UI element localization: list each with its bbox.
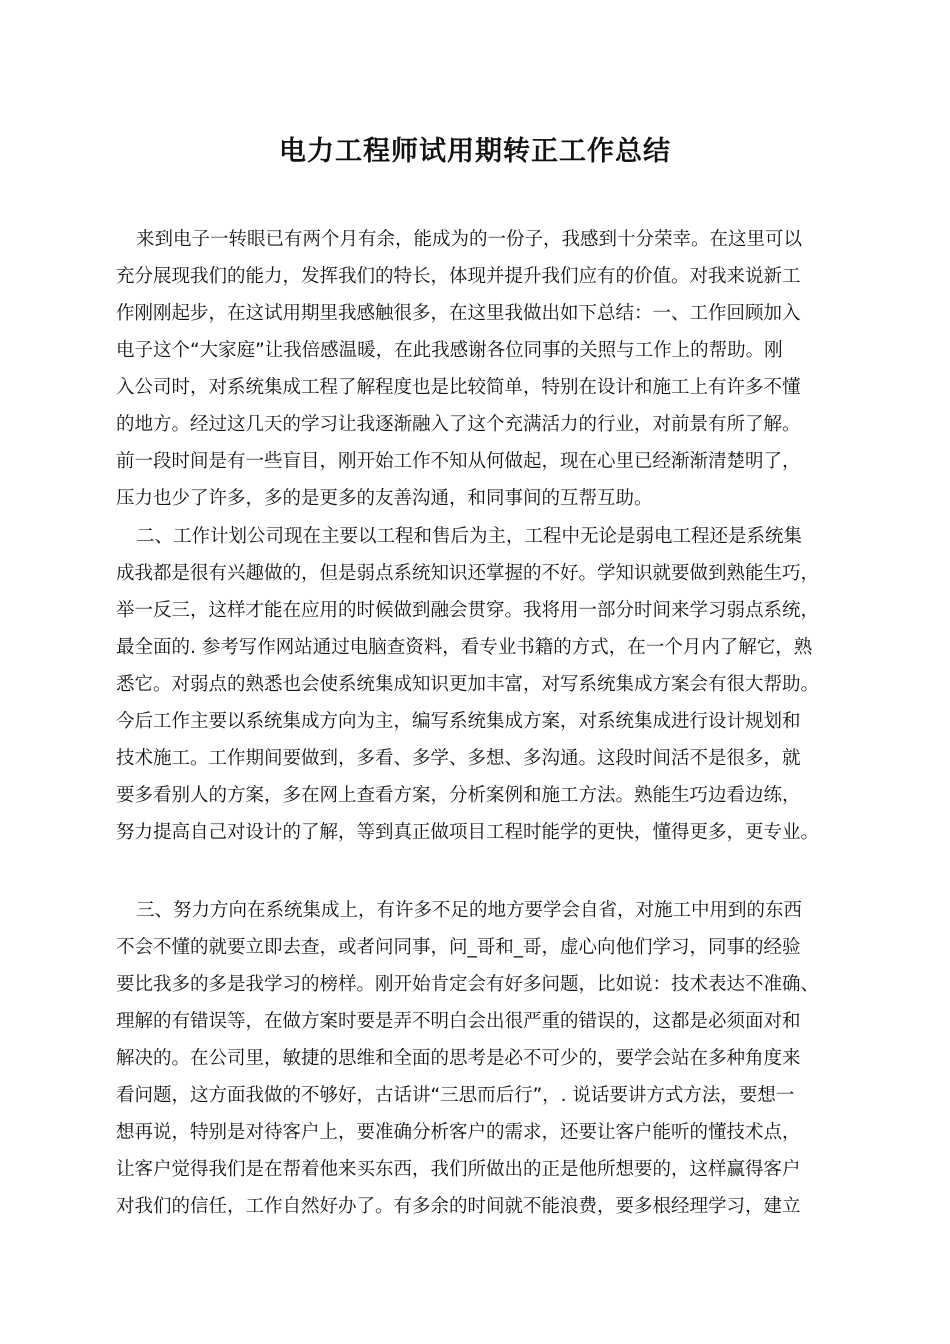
paragraph-line: 对我们的信任，工作自然好办了。有多余的时间就不能浪费，要多根经理学习，建立	[116, 1196, 801, 1217]
paragraph-1	[116, 221, 848, 517]
paragraph-line: 前一段时间是有一些盲目，刚开始工作不知从何做起，现在心里已经渐渐清楚明了，	[116, 451, 801, 472]
paragraph-line: 作刚刚起步，在这试用期里我感触很多，在这里我做出如下总结：一、工作回顾加入	[116, 303, 801, 324]
paragraph-line: 压力也少了许多，多的是更多的友善沟通，和同事间的互帮互助。	[116, 488, 653, 509]
paragraph-line: 二、工作计划公司现在主要以工程和售后为主，工程中无论是弱电工程还是系统集	[136, 526, 803, 547]
paragraph-line: 技术施工。工作期间要做到，多看、多学、多想、多沟通。这段时间活不是很多，就	[116, 748, 801, 769]
paragraph-line: 看问题，这方面我做的不够好，古话讲“三思而后行”，. 说话要讲方式方法，要想一	[116, 1085, 795, 1106]
paragraph-line: 悉它。对弱点的熟悉也会使系统集成知识更加丰富，对写系统集成方案会有很大帮助。	[116, 674, 820, 695]
paragraph-line: 举一反三，这样才能在应用的时候做到融会贯穿。我将用一部分时间来学习弱点系统，	[116, 600, 820, 621]
paragraph-line: 的地方。经过这几天的学习让我逐渐融入了这个充满活力的行业，对前景有所了解。	[116, 414, 801, 435]
paragraph-line: 电子这个“大家庭”让我倍感温暖，在此我感谢各位同事的关照与工作上的帮助。刚	[116, 340, 783, 361]
document-title: 电力工程师试用期转正工作总结	[279, 136, 671, 167]
paragraph-line: 理解的有错误等，在做方案时要是弄不明白会出很严重的错误的，这都是必须面对和	[116, 1011, 801, 1032]
paragraph-line: 来到电子一转眼已有两个月有余，能成为的一份子，我感到十分荣幸。在这里可以	[136, 229, 803, 250]
paragraph-line: 入公司时，对系统集成工程了解程度也是比较简单，特别在设计和施工上有许多不懂	[116, 377, 801, 398]
paragraph-3	[116, 892, 848, 1225]
paragraph-line: 今后工作主要以系统集成方向为主，编写系统集成方案，对系统集成进行设计规划和	[116, 711, 801, 732]
paragraph-2	[116, 518, 848, 851]
paragraph-line: 努力提高自己对设计的了解，等到真正做项目工程时能学的更快，懂得更多，更专业。	[116, 822, 820, 843]
paragraph-line: 三、努力方向在系统集成上，有许多不足的地方要学会自省，对施工中用到的东西	[136, 900, 803, 921]
paragraph-line: 要比我多的多是我学习的榜样。刚开始肯定会有好多问题，比如说：技术表达不准确、	[116, 974, 820, 995]
paragraph-line: 成我都是很有兴趣做的，但是弱点系统知识还掌握的不好。学知识就要做到熟能生巧，	[116, 563, 820, 584]
paragraph-line: 最全面的. 参考写作网站通过电脑查资料，看专业书籍的方式，在一个月内了解它，熟	[116, 637, 813, 658]
paragraph-line: 想再说，特别是对待客户上，要准确分析客户的需求，还要让客户能听的懂技术点，	[116, 1122, 801, 1143]
paragraph-line: 让客户觉得我们是在帮着他来买东西，我们所做出的正是他所想要的，这样赢得客户	[116, 1159, 801, 1180]
paragraph-line: 解决的。在公司里，敏捷的思维和全面的思考是必不可少的，要学会站在多种角度来	[116, 1048, 801, 1069]
paragraph-line: 不会不懂的就要立即去查，或者问同事，问_哥和_哥，虚心向他们学习，同事的经验	[116, 937, 801, 958]
paragraph-line: 充分展现我们的能力，发挥我们的特长，体现并提升我们应有的价值。对我来说新工	[116, 266, 801, 287]
paragraph-line: 要多看别人的方案，多在网上查看方案，分析案例和施工方法。熟能生巧边看边练，	[116, 785, 801, 806]
